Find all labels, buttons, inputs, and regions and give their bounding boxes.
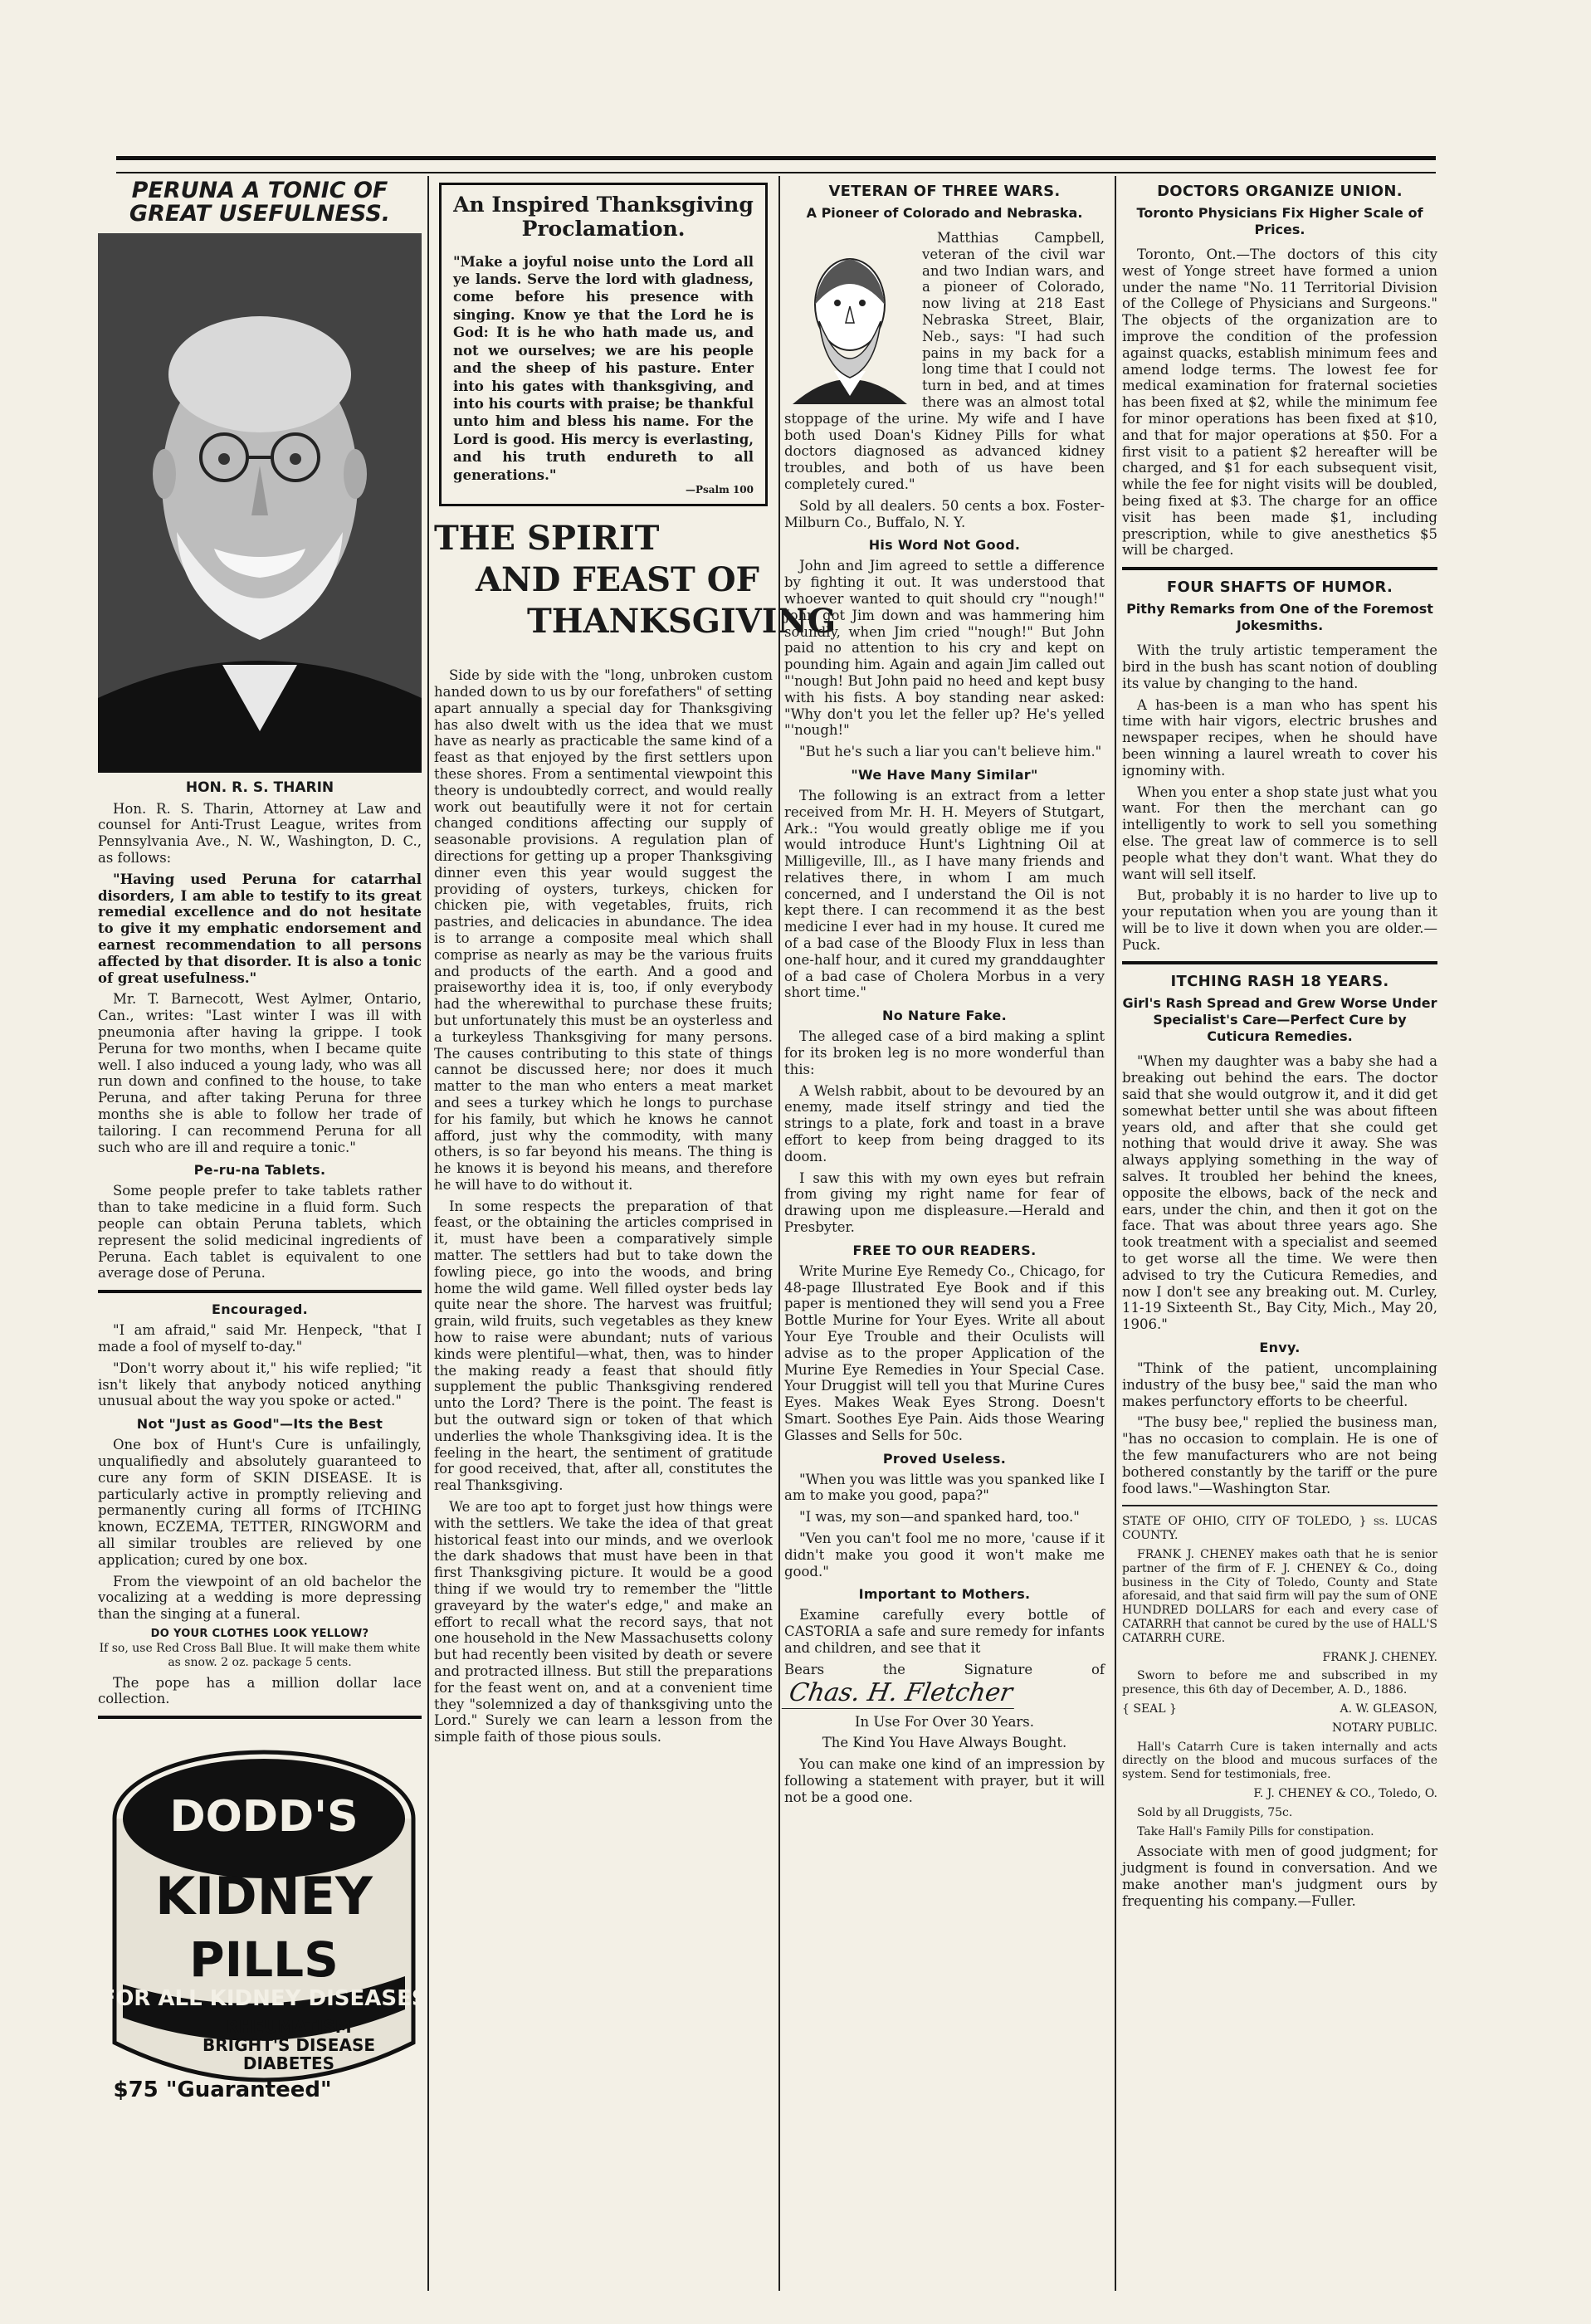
dodds-line-2: KIDNEY	[155, 1866, 373, 1927]
proclamation-source: —Psalm 100	[685, 484, 754, 496]
pope-text: The pope has a million dollar lace collection.	[98, 1674, 422, 1707]
dodds-bottom: $75 "Guaranteed"	[113, 2077, 332, 2103]
peruna-headline: PERUNA A TONIC OF GREAT USEFULNESS.	[129, 178, 391, 227]
itching-text: "When my daughter was a baby she had a breaking out behind the ears. The doctor said that she would outgrow it, and it did get somewhat better until she was about fifteen years old, and after that she could get nothing that would drive it away. She was always applying something in the way of salves. It troubled her behind the knees, opposite the elbows, back of the neck and ears, under the chin, and then it got on the face. That was about three years ago. She took treatment with a specialist and seemed to get worse all the time. We were then advised to try the Cuticura Remedies, and now I don't see any breaking out. M. Curley, 11-19 Sixteenth St., Bay City, Mich., May 20, 1906."	[1122, 1053, 1437, 1333]
dodds-ring: FOR ALL KIDNEY DISEASES	[100, 1986, 427, 2012]
dodds-inner-3: DIABETES	[242, 2053, 335, 2074]
word-text: John and Jim agreed to settle a difference by fighting it out. It was understood that whoever wanted to quit should cry "'nough!" John got Jim down and was hammering him soundly, when Jim cried "'nough!" But John paid no attention to his cry and kept on pounding him. Again and again Jim called out "'nough! But John paid no heed and kept busy with his fists. A boy standing near asked: "Why don't you let the feller up? He's yelled "'nough!"	[784, 558, 1105, 739]
similar-text: The following is an extract from a letter received from Mr. H. H. Meyers of Stutgart, Ark.: "You would greatly oblige me if you would introduce Hunt's Lightning Oil at Milligeville, Ill., as I have many friends and relatives there, in whom I am much concerned, and I understand the Oil is not kept there. I can recommend it as the best medicine I ever had in my house. It cured me of a bad case of the Bloody Flux in less than one-half hour, and it cured my granddaughter of a bad case of Cholera Morbus in a very short time."	[784, 787, 1105, 1001]
column-3	[784, 176, 1105, 2291]
shafts-heading: FOUR SHAFTS OF HUMOR.	[1166, 579, 1393, 597]
shafts-text: When you enter a shop state just what you want. For then the merchant can go intelligently to work to sell you something else. The great law of commerce is to sell people what they don't want. What they do want will sell itself.	[1122, 784, 1437, 882]
mothers-kind: The Kind You Have Always Bought.	[822, 1735, 1067, 1751]
divider	[1122, 1505, 1437, 1506]
nature-text: I saw this with my own eyes but refrain from giving my right name for fear of drawing upon me displeasure.—Herald and Presbyter.	[784, 1169, 1105, 1236]
itching-subheading: Girl's Rash Spread and Grew Worse Under Specialist's Care—Perfect Cure by Cuticura Remedies.	[1122, 995, 1437, 1045]
word-text: "But he's such a liar you can't believe him."	[799, 744, 1102, 760]
tharin-text: Hon. R. S. Tharin, Attorney at Law and counsel for Anti-Trust League, writes from Pennsylvania Ave., N. W., Washington, D. C., as follows:	[98, 800, 422, 867]
fletcher-signature: Chas. H. Fletcher	[782, 1678, 1020, 1709]
proved-text: "When you was little was you spanked like I am to make you good, papa?"	[784, 1471, 1105, 1504]
tharin-portrait	[98, 233, 422, 773]
nature-text: A Welsh rabbit, about to be devoured by an enemy, made itself stringy and tied the strings to a plate, fork and toast in a brave effort to keep from being dragged to its doom.	[784, 1082, 1105, 1164]
hall-catarrh-notice: STATE OF OHIO, CITY OF TOLEDO, } ss. LUCAS COUNTY. FRANK J. CHENEY makes oath that he is senior partner of the firm of F. J. CHENEY & Co., doing business in the City of Toledo, County and State aforesaid, and that said firm will pay the sum of ONE HUNDRED DOLLARS for each and every case of CATARRH that cannot be cured by the use of HALL'S CATARRH CURE. FRANK J. CHENEY. Sworn to before me and subscribed in my presence, this 6th day of December, A. D., 1886. { SEAL } A. W. GLEASON, NOTARY PUBLIC. Hall's Catarrh Cure is taken internally and acts directly on the blood and mucous surfaces of the system. Send for testimonials, free. F. J. CHENEY & CO., Toledo, O. Sold by all Druggists, 75c. Take Hall's Family Pills for constipation.	[1122, 1515, 1437, 1838]
veteran-subheading: A Pioneer of Colorado and Nebraska.	[806, 205, 1083, 221]
veteran-text: Matthias Campbell, veteran of the civil war and two Indian wars, and a pioneer of Colorado, now living at 218 East Nebraska Street, Blair, Neb., says: "I had such pains in my back for a long time that I could not turn in bed, and at times there was an almost total stoppage of the urine. My wife and I have both used Doan's Kidney Pills for what doctors diagnosed as advanced kidney troubles, and both of us have been completely cured."	[784, 230, 1105, 492]
impression-text: You can make one kind of an impression by following a statement with prayer, but it will not be a good one.	[784, 1756, 1105, 1805]
encouraged-heading: Encouraged.	[211, 1301, 308, 1318]
proclamation-box	[439, 183, 768, 506]
divider	[1122, 961, 1437, 964]
envy-heading: Envy.	[1259, 1340, 1301, 1356]
tharin-quote: "Having used Peruna for catarrhal disorders, I am able to testify to its great remedial excellence and do not hesitate to give it my emphatic endorsement and earnest recommendation to all persons affected by that disorder. It is also a tonic of great usefulness."	[98, 871, 422, 986]
column-2	[434, 176, 837, 2291]
barnecott-text: Mr. T. Barnecott, West Aylmer, Ontario, Can., writes: "Last winter I was ill with pneumonia after having la grippe. I took Peruna for two months, when I became quite well. I also induced a young lady, who was all run down and confined to the house, to take Peruna, and after taking Peruna for three months she is able to follow her trade of tailoring. I can recommend Peruna for all such who are ill and require a tonic."	[98, 991, 422, 1155]
nature-text: The alleged case of a bird making a splint for its broken leg is no more wonderful than this:	[784, 1028, 1105, 1077]
doctors-subheading: Toronto Physicians Fix Higher Scale of Prices.	[1136, 205, 1423, 237]
doctors-heading: DOCTORS ORGANIZE UNION.	[1157, 183, 1403, 200]
divider	[98, 1716, 422, 1719]
clothes-heading: DO YOUR CLOTHES LOOK YELLOW?	[150, 1627, 369, 1640]
word-heading: His Word Not Good.	[868, 537, 1021, 554]
envy-text: "Think of the patient, uncomplaining industry of the busy bee," said the man who makes perfunctory efforts to be cheerful.	[1122, 1360, 1437, 1409]
dodds-line-3: PILLS	[189, 1931, 339, 1989]
campbell-portrait	[784, 230, 915, 404]
dodds-kidney-pills-ad	[98, 1727, 427, 2109]
proved-heading: Proved Useless.	[882, 1450, 1007, 1467]
proclamation-body: "Make a joyful noise unto the Lord all ye lands. Serve the lord with gladness, come before his presence with singing. Know ye that the Lord he is God: It is he who hath made us, and not we ourselves; we are his people and the sheep of his pasture. Enter into his gates with thanksgiving, and into his courts with praise; be thankful unto him and bless his name. For the Lord is good. His mercy is everlasting, and his truth endureth to all generations."	[453, 253, 754, 483]
column-rule	[427, 176, 429, 2291]
tablets-text: Some people prefer to take tablets rather than to take medicine in a fluid form. Such people can obtain Peruna tablets, which represent the solid medicinal ingredients of Peruna. Each tablet is equivalent to one average dose of Peruna.	[98, 1183, 422, 1282]
envy-text: "The busy bee," replied the business man, "has no occasion to complain. He is one of the few manufacturers who are not being bothered constantly by the tariff or the pure food laws."—Washington Star.	[1122, 1414, 1437, 1496]
encouraged-text: "Don't worry about it," his wife replied; "it isn't likely that anybody noticed anything unusual about the way you spoke or acted."	[98, 1360, 422, 1409]
mothers-text: Examine carefully every bottle of CASTORIA a safe and sure remedy for infants and children, and see that it	[784, 1607, 1105, 1656]
proved-text: "I was, my son—and spanked hard, too."	[799, 1509, 1080, 1526]
veteran-sold: Sold by all dealers. 50 cents a box. Foster-Milburn Co., Buffalo, N. Y.	[784, 497, 1105, 530]
column-rule	[778, 176, 780, 2291]
spirit-headline: THE SPIRIT AND FEAST OF THANKSGIVING	[434, 519, 837, 642]
spirit-paragraph: We are too apt to forget just how things were with the settlers. We take the idea of that great historical feast into our minds, and we overlook the dark shadows that must have been in that first Thanksgiving picture. It would be a good thing if we would try to remember the "little graveyard by the water's edge," and make an effort to recall what the record says, that not one household in the New Massachusetts colony but had recently been visited by death or severe and protracted illness. But still the preparations for the feast went on, and at a convenient time they "solemnized a day of thanksgiving unto the Lord." Surely we can learn a lesson from the simple faith of those pious souls.	[434, 1499, 773, 1745]
mothers-heading: Important to Mothers.	[858, 1586, 1031, 1603]
itching-heading: ITCHING RASH 18 YEARS.	[1170, 973, 1389, 991]
mothers-use: In Use For Over 30 Years.	[854, 1713, 1035, 1730]
tablets-heading: Pe-ru-na Tablets.	[193, 1162, 326, 1179]
shafts-text: A has-been is a man who has spent his time with hair vigors, electric brushes and newspaper recipes, when he should have been winning a laurel wreath to cover his ignominy with.	[1122, 696, 1437, 779]
shafts-subheading: Pithy Remarks from One of the Foremost Jokesmiths.	[1126, 601, 1433, 634]
shafts-text: But, probably it is no harder to live up to your reputation when you are young than it will be to live it down when you are older.—Puck.	[1122, 887, 1437, 953]
nature-heading: No Nature Fake.	[882, 1008, 1007, 1024]
veteran-heading: VETERAN OF THREE WARS.	[828, 183, 1061, 200]
divider	[98, 1290, 422, 1293]
column-4	[1122, 176, 1437, 2291]
not-just-text: One box of Hunt's Cure is unfailingly, unqualifiedly and absolutely guaranteed to cure any form of SKIN DISEASE. It is particularly active in promptly relieving and permanently curing all forms of ITCHING known, ECZEMA, TETTER, RINGWORM and all similar troubles are relieved by one application; cured by one box.	[98, 1437, 422, 1568]
associate-text: Associate with men of good judgment; for judgment is found in conversation. And we make another man's judgment ours by frequenting his company.—Fuller.	[1122, 1843, 1437, 1909]
mothers-signature-line: Bears the Signature of Chas. H. Fletcher	[784, 1662, 1105, 1709]
not-just-heading: Not "Just as Good"—Its the Best	[136, 1416, 383, 1433]
proved-text: "Ven you can't fool me no more, 'cause if it didn't make you good it won't make me good."	[784, 1530, 1105, 1579]
dodds-inner-2: BRIGHT'S DISEASE	[202, 2035, 376, 2056]
dodds-inner-1: RHEUMATISM	[226, 2017, 352, 2038]
column-rule	[1115, 176, 1116, 2291]
portrait-caption: HON. R. S. THARIN	[185, 779, 334, 796]
spirit-paragraph: Side by side with the "long, unbroken custom handed down to us by our forefathers" of setting apart annually a special day for Thanksgiving has also dwelt with us the idea that we must have as nearly as practicable the same kind of a feast as that enjoyed by the first settlers upon these shores. From a sentimental viewpoint this theory is undoubtedly correct, and would really work out beautifully were it not for certain changed conditions affecting our supply of seasonable provisions. A regulation plan of directions for getting up a proper Thanksgiving dinner even this year would suggest the providing of oysters, turkeys, chicken for chicken pie, with vegetables, fruits, rich pastries, and delicacies in abundance. The idea is to arrange a composite meal which shall comprise as nearly as may be the various fruits and products of the earth. And a good and praiseworthy idea it is, too, if only everybody had the wherewithal to purchase these fruits; but unfortunately this must be an oysterless and a turkeyless Thanksgiving for many persons. The causes contributing to this state of things cannot be discussed here; nor does it much matter to the man who enters a meat market and sees a turkey which he longs to purchase for his family, but which he knows he cannot afford, just why the commodity, with many others, is so far beyond his means. The thing is he knows it is beyond his means, and therefore he will have to do without it.	[434, 667, 773, 1193]
divider	[1122, 567, 1437, 570]
free-heading: FREE TO OUR READERS.	[852, 1242, 1037, 1258]
clothes-text: If so, use Red Cross Ball Blue. It will make them white as snow. 2 oz. package 5 cents.	[99, 1641, 421, 1669]
bachelor-text: From the viewpoint of an old bachelor the vocalizing at a wedding is more depressing than the singing at a funeral.	[98, 1573, 422, 1623]
dodds-line-1: DODD'S	[169, 1792, 359, 1843]
spirit-paragraph: In some respects the preparation of that feast, or the obtaining the articles comprised in it, must have been a comparatively simple matter. The settlers had but to take down the fowling piece, go into the woods, and bring home the wild game. Well filled oyster beds lay quite near the shore. The harvest was fruitful; grain, wild fruits, such vegetables as they knew how to raise were abundant; nuts of various kinds were plentiful—what, then, was to hinder the making ready a feast that should fitly supplement the public Thanksgiving rendered unto the Lord? There is the point. The feast is but the outward sign or token of that which underlies the whole Thanksgiving idea. It is the feeling in the heart, the sentiment of gratitude for good received, that, after all, constitutes the real Thanksgiving.	[434, 1198, 773, 1494]
free-text: Write Murine Eye Remedy Co., Chicago, for 48-page Illustrated Eye Book and if this paper is mentioned they will send you a Free Bottle Murine for Your Eyes. Write all about Your Eye Trouble and their Oculists will advise as to the proper Application of the Murine Eye Remedies in Your Special Case. Your Druggist will tell you that Murine Cures Eyes. Makes Weak Eyes Strong. Doesn't Smart. Soothes Eye Pain. Aids those Wearing Glasses and Sells for 50c.	[784, 1262, 1105, 1443]
proclamation-title: An Inspired Thanksgiving Proclamation.	[453, 193, 754, 241]
doctors-text: Toronto, Ont.—The doctors of this city west of Yonge street have formed a union under the name "No. 11 Territorial Division of the College of Physicians and Surgeons." The objects of the organization are to improve the condition of the profession against quacks, establish minimum fees and amend lodge terms. The lowest fee for medical examination for fraternal societies has been fixed at $2, while the minimum fee for minor operations has been fixed at $10, and that for major operations at $50. For a first visit to a patient $2 hereafter will be charged, and $1 for each subsequent visit, while the fee for night visits will be doubled, being fixed at $3. The charge for an office visit has been made $1, including prescription, while to give anesthetics $5 will be charged.	[1122, 247, 1437, 559]
column-1	[98, 176, 427, 2291]
shafts-text: With the truly artistic temperament the bird in the bush has scant notion of doubling its value by changing to the hand.	[1122, 642, 1437, 691]
top-rule	[116, 156, 1436, 173]
similar-heading: "We Have Many Similar"	[851, 766, 1038, 783]
encouraged-text: "I am afraid," said Mr. Henpeck, "that I made a fool of myself to-day."	[98, 1322, 422, 1355]
